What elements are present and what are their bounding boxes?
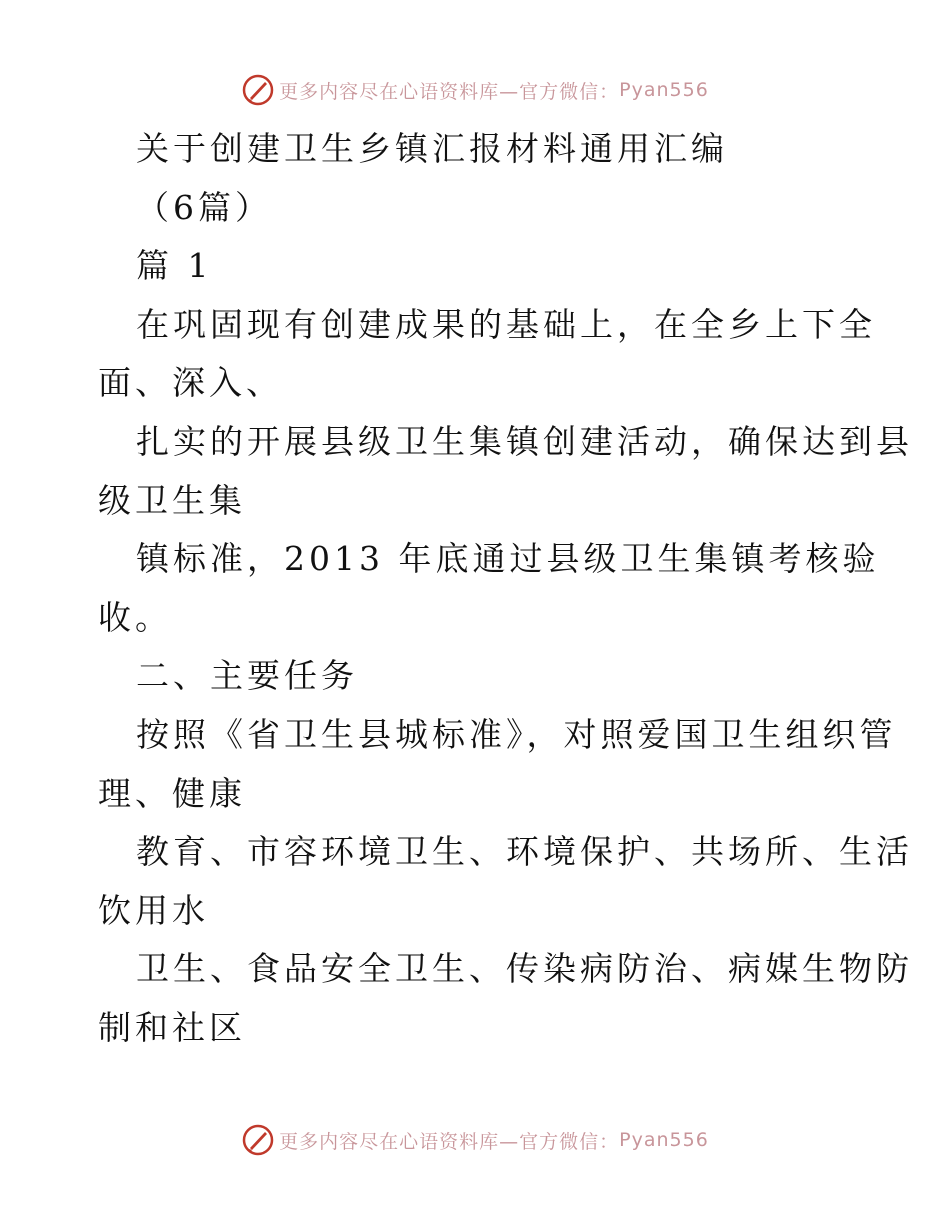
paragraph-line: 教育、市容环境卫生、环境保护、共场所、生活 <box>136 832 913 872</box>
paragraph-line: 卫生、食品安全卫生、传染病防治、病媒生物防 <box>136 949 913 989</box>
watermark-wechat-id: Pyan556 <box>619 79 709 101</box>
paragraph-line: 饮用水 <box>98 890 209 930</box>
paragraph-line: 扎实的开展县级卫生集镇创建活动，确保达到县 <box>136 421 913 461</box>
document-body <box>98 120 913 1058</box>
paragraph-line: 面、深入、 <box>98 363 283 403</box>
doc-subtitle: （6篇） <box>136 187 272 227</box>
header-watermark <box>0 70 950 110</box>
paragraph-line: 在巩固现有创建成果的基础上，在全乡上下全 <box>136 304 876 344</box>
paragraph-line: 制和社区 <box>98 1007 246 1047</box>
paragraph-line: 收。 <box>98 597 172 637</box>
quill-logo-icon <box>241 1123 275 1157</box>
watermark-text: 更多内容尽在心语资料库—官方微信： <box>279 80 620 103</box>
watermark-wechat-id: Pyan556 <box>619 1129 709 1151</box>
paragraph-line: 理、健康 <box>98 773 246 813</box>
quill-logo-icon <box>241 73 275 107</box>
paragraph-line: 镇标准，2013 年底通过县级卫生集镇考核验 <box>136 539 880 579</box>
doc-title: 关于创建卫生乡镇汇报材料通用汇编 <box>136 129 728 168</box>
watermark-text: 更多内容尽在心语资料库—官方微信： <box>279 1130 620 1153</box>
paragraph-line: 级卫生集 <box>98 480 246 520</box>
footer-watermark <box>0 1120 950 1160</box>
paragraph-line: 按照《省卫生县城标准》，对照爱国卫生组织管 <box>136 714 897 754</box>
section-heading: 二、主要任务 <box>136 656 358 696</box>
section-heading: 篇 1 <box>136 246 213 286</box>
